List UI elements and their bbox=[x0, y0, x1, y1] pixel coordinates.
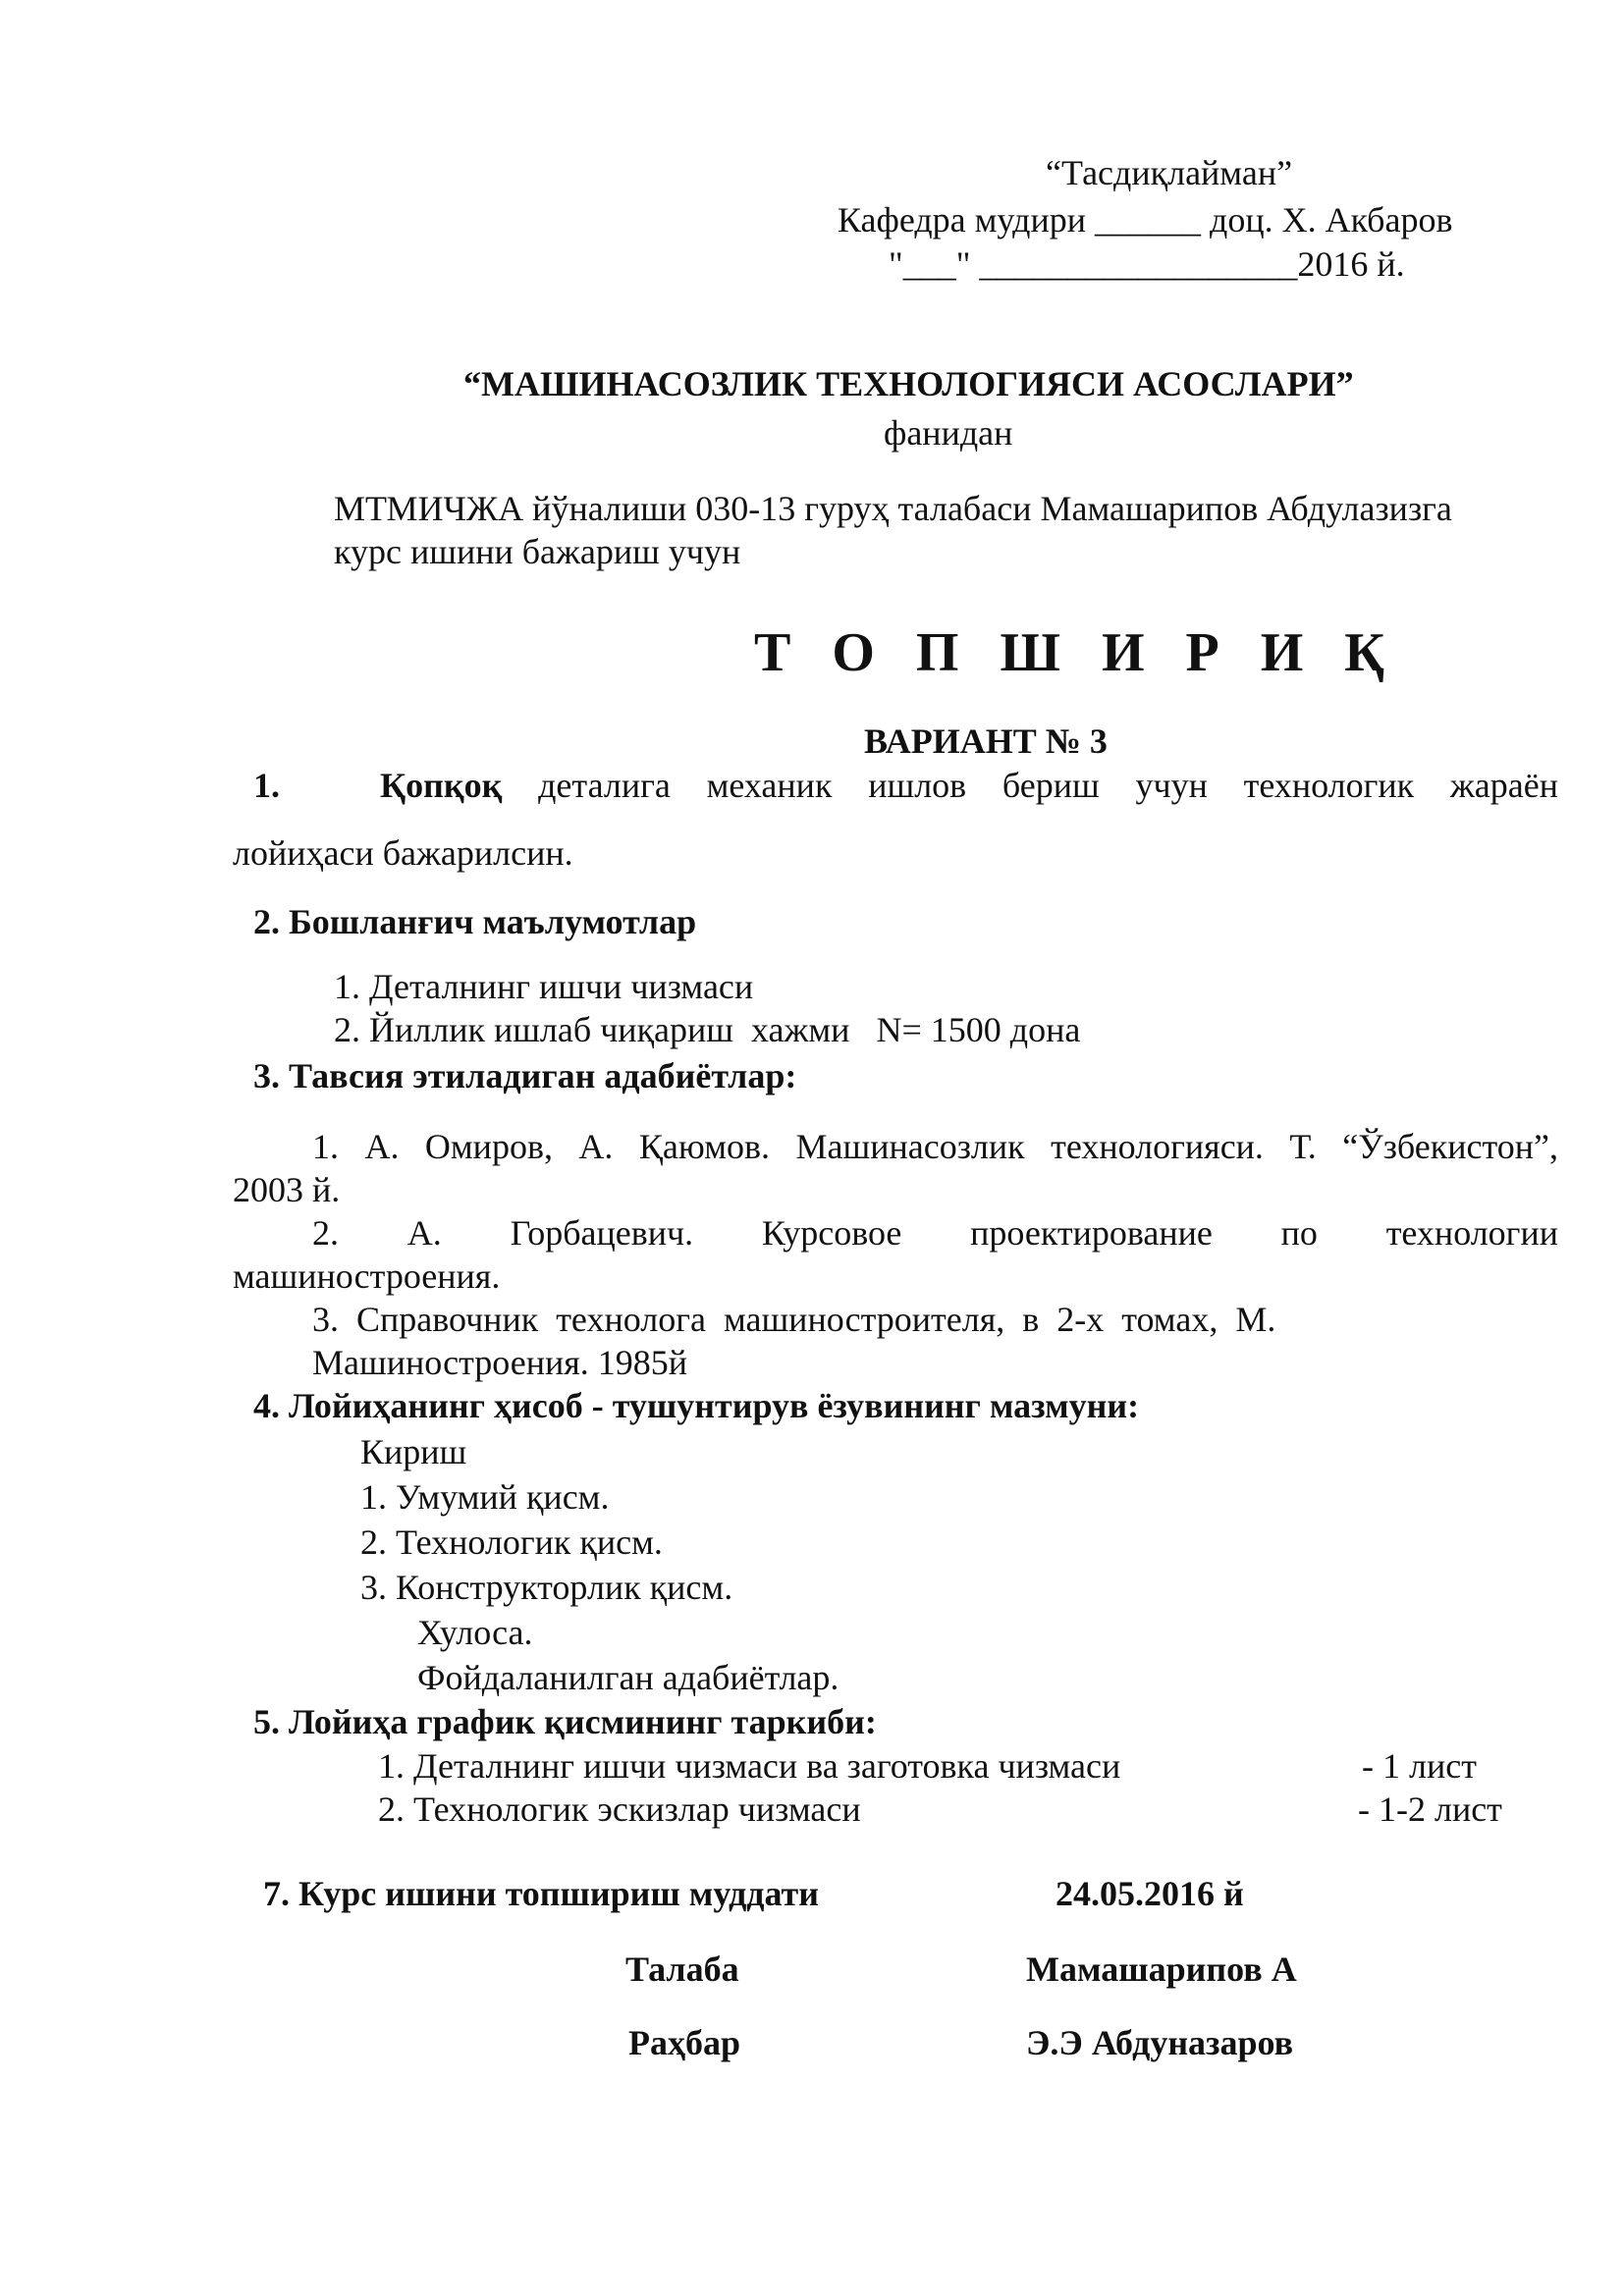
section-5-item-sheets: - 1-2 лист bbox=[1358, 1789, 1502, 1829]
task-word: учун bbox=[1135, 766, 1208, 805]
task-word: технологик bbox=[1243, 766, 1415, 805]
ref-word: проектирование bbox=[970, 1213, 1213, 1253]
task-number: 1. bbox=[253, 766, 280, 805]
ref-word: Горбацевич. bbox=[510, 1213, 694, 1253]
section-5-item-name: 2. Технологик эскизлар чизмаси bbox=[378, 1789, 861, 1829]
section-4-item: 1. Умумий қисм. bbox=[360, 1477, 610, 1517]
task-part-name: Қопқоқ bbox=[380, 766, 503, 805]
intro-line-2: курс ишини бажариш учун bbox=[334, 532, 741, 571]
ref-word: “Ўзбекистон”, bbox=[1342, 1127, 1558, 1166]
section-2-heading: 2. Бошланғич маълумотлар bbox=[253, 902, 697, 941]
task-line-cont: лойиҳаси бажарилсин. bbox=[233, 833, 573, 873]
section-2-item: 1. Деталнинг ишчи чизмаси bbox=[334, 967, 754, 1006]
ref-word: Курсовое bbox=[761, 1213, 902, 1253]
task-line bbox=[380, 765, 1558, 807]
subject-name: “МАШИНАСОЗЛИК ТЕХНОЛОГИЯСИ АСОСЛАРИ” bbox=[463, 364, 1354, 403]
ref-word: Қаюмов. bbox=[638, 1127, 771, 1166]
task-word: жараён bbox=[1449, 766, 1558, 805]
section-3-heading: 3. Тавсия этиладиган адабиётлар: bbox=[253, 1056, 797, 1095]
reference-1-cont: 2003 й. bbox=[233, 1170, 341, 1209]
ref-word: по bbox=[1280, 1213, 1318, 1253]
task-word: ишлов bbox=[868, 766, 967, 805]
deadline-label: 7. Курс ишини топшириш муддати bbox=[263, 1874, 819, 1913]
reference-3-line-2: Машиностроения. 1985й bbox=[312, 1343, 688, 1382]
intro-line-1: МТМИЧЖА йўналиши 030-13 гуруҳ талабаси Мамашарипов Абдулазизга bbox=[334, 489, 1452, 528]
approval-head-line: Кафедра мудири ______ доц. Х. Акбаров bbox=[838, 200, 1453, 240]
reference-1-line bbox=[312, 1126, 1558, 1168]
section-5-item-sheets: - 1 лист bbox=[1362, 1746, 1477, 1786]
reference-2-cont: машиностроения. bbox=[233, 1256, 501, 1296]
document-title: Т О П Ш И Р И Қ bbox=[754, 622, 1398, 683]
section-4-item: 2. Технологик қисм. bbox=[360, 1522, 663, 1562]
section-4-heading: 4. Лойиҳанинг ҳисоб - тушунтирув ёзувининг мазмуни: bbox=[253, 1386, 1140, 1425]
ref-word: Т. bbox=[1289, 1127, 1317, 1166]
section-4-item: 3. Конструкторлик қисм. bbox=[360, 1568, 733, 1607]
deadline-date: 24.05.2016 й bbox=[1056, 1874, 1244, 1913]
section-4-tail: Хулоса. bbox=[417, 1613, 533, 1652]
ref-word: Машинасозлик bbox=[795, 1127, 1025, 1166]
section-5-heading: 5. Лойиҳа график қисмининг таркиби: bbox=[253, 1702, 877, 1741]
section-5-item-name: 1. Деталнинг ишчи чизмаси ва заготовка чизмаси bbox=[378, 1746, 1121, 1786]
approval-date-line: "___" __________________2016 й. bbox=[889, 244, 1405, 284]
ref-word: А. bbox=[578, 1127, 614, 1166]
approval-heading: “Тасдиқлайман” bbox=[1046, 153, 1293, 192]
variant-label: ВАРИАНТ № 3 bbox=[864, 721, 1108, 761]
section-2-item: 2. Йиллик ишлаб чиқариш хажми N= 1500 дона bbox=[334, 1010, 1081, 1049]
signature-name: Мамашарипов А bbox=[1026, 1949, 1297, 1989]
section-4-item: Кириш bbox=[360, 1432, 467, 1471]
reference-2-line bbox=[312, 1212, 1558, 1255]
ref-word: технологии bbox=[1385, 1213, 1558, 1253]
ref-word: А. bbox=[364, 1127, 400, 1166]
signature-name: Э.Э Абдуназаров bbox=[1026, 2023, 1294, 2062]
subject-suffix: фанидан bbox=[884, 413, 1013, 453]
reference-3-line-1: 3. Справочник технолога машиностроителя, в 2-х томах, М. bbox=[312, 1300, 1276, 1339]
ref-word: технологияси. bbox=[1051, 1127, 1264, 1166]
ref-word: 2. bbox=[312, 1213, 339, 1253]
task-word: деталига bbox=[538, 766, 671, 805]
signature-role: Раҳбар bbox=[628, 2023, 741, 2062]
signature-role: Талаба bbox=[625, 1949, 739, 1989]
task-word: механик bbox=[706, 766, 833, 805]
ref-word: А. bbox=[406, 1213, 442, 1253]
ref-word: 1. bbox=[312, 1127, 339, 1166]
task-word: бериш bbox=[1001, 766, 1100, 805]
ref-word: Омиров, bbox=[424, 1127, 553, 1166]
section-4-tail: Фойдаланилган адабиётлар. bbox=[417, 1658, 839, 1697]
